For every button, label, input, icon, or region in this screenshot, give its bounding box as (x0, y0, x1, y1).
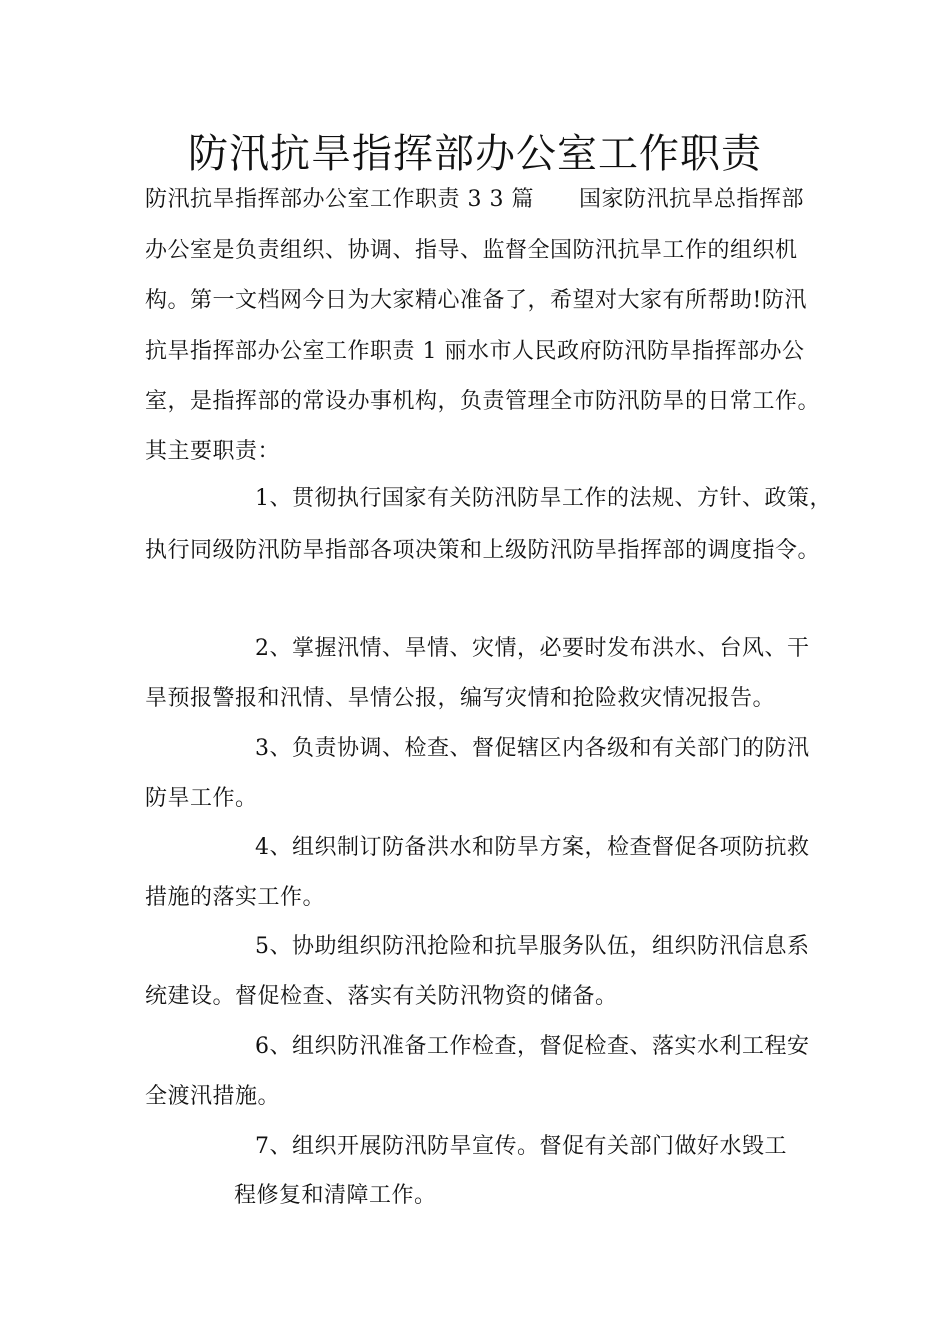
text-line: 7、组织开展防汛防旱宣传。督促有关部门做好水毁工 (255, 1134, 787, 1159)
text-line: 3、负责协调、检查、督促辖区内各级和有关部门的防汛 (255, 736, 810, 761)
text-line: 措施的落实工作。 (145, 885, 326, 910)
text-line: 2、掌握汛情、旱情、灾情，必要时发布洪水、台风、干 (255, 636, 810, 661)
text-line: 1、贯彻执行国家有关防汛防旱工作的法规、方针、政策， (255, 486, 832, 511)
text-line: 4、组织制订防备洪水和防旱方案，检查督促各项防抗救 (255, 835, 810, 860)
text-line: 统建设。督促检查、落实有关防汛物资的储备。 (145, 984, 618, 1009)
text-line: 办公室是负责组织、协调、指导、监督全国防汛抗旱工作的组织机 (145, 238, 798, 263)
text-line: 防汛抗旱指挥部办公室工作职责 3 3 篇 国家防汛抗旱总指挥部 (145, 187, 804, 212)
text-line: 室，是指挥部的常设办事机构，负责管理全市防汛防旱的日常工作。 (145, 389, 821, 414)
text-line: 防旱工作。 (145, 786, 258, 811)
text-line: 5、协助组织防汛抢险和抗旱服务队伍，组织防汛信息系 (255, 934, 810, 959)
text-line: 6、组织防汛准备工作检查，督促检查、落实水利工程安 (255, 1034, 810, 1059)
text-line: 执行同级防汛防旱指部各项决策和上级防汛防旱指挥部的调度指令。 (145, 538, 821, 563)
text-line: 抗旱指挥部办公室工作职责 1 丽水市人民政府防汛防旱指挥部办公 (145, 339, 805, 364)
text-line: 其主要职责： (145, 439, 281, 464)
document-title: 防汛抗旱指挥部办公室工作职责 (188, 131, 762, 177)
text-line: 构。第一文档网今日为大家精心准备了，希望对大家有所帮助!防汛 (145, 288, 807, 313)
text-line: 旱预报警报和汛情、旱情公报，编写灾情和抢险救灾情况报告。 (145, 686, 776, 711)
text-line: 全渡汛措施。 (145, 1084, 281, 1109)
text-line: 程修复和清障工作。 (234, 1183, 437, 1208)
